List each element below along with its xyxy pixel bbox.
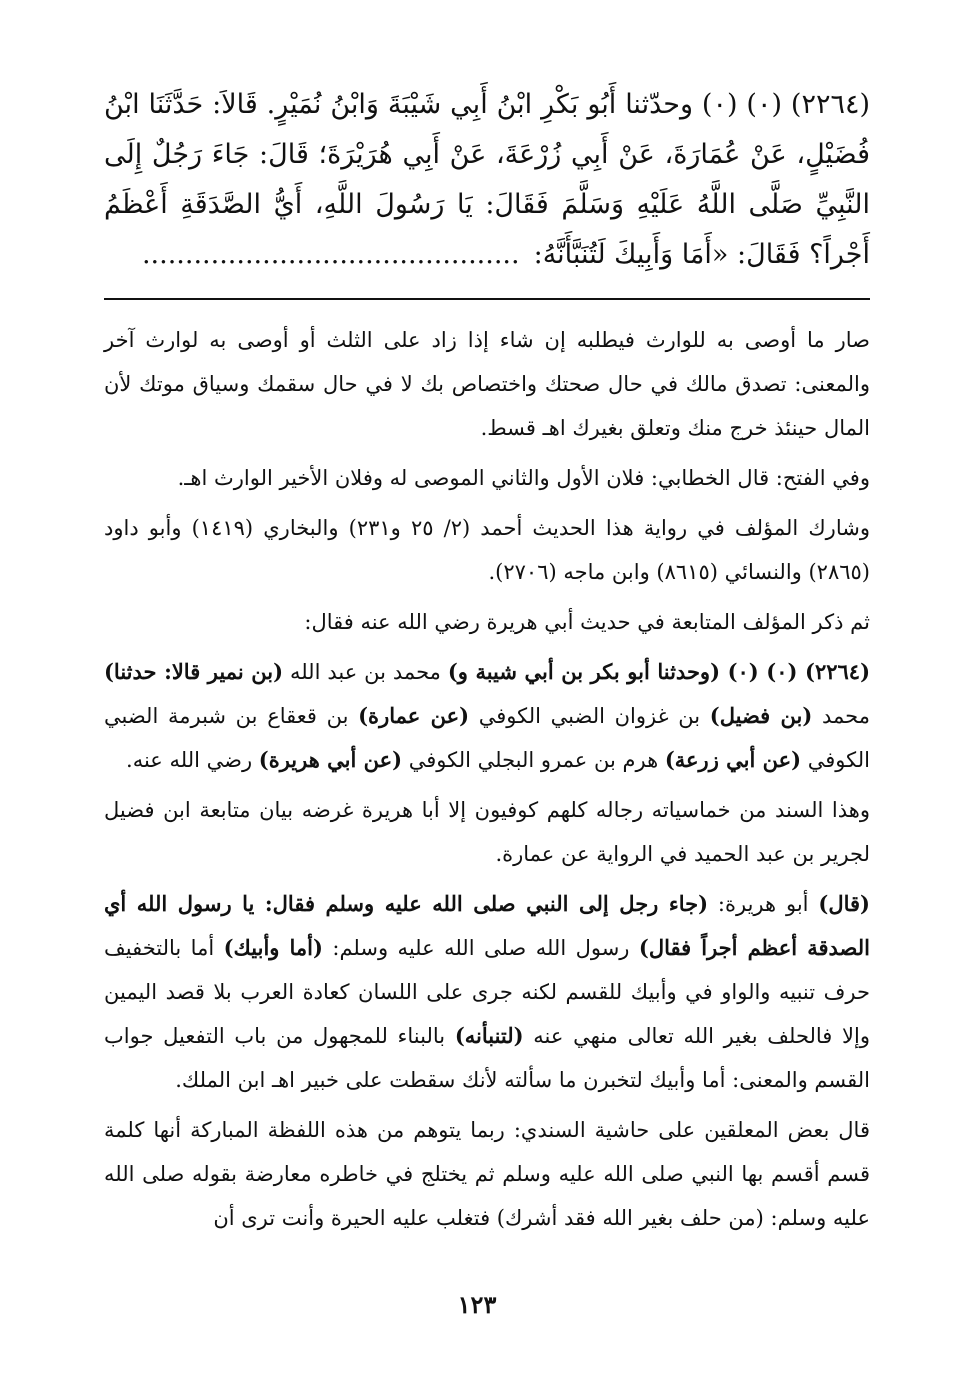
- hadith-text: [104, 80, 870, 280]
- plain-text: أبو هريرة:: [708, 892, 819, 916]
- bold-text: (قال): [818, 891, 870, 916]
- hadith-continuation-dots: ............................................: [141, 239, 520, 270]
- commentary: [104, 318, 870, 1240]
- commentary-paragraph: صار ما أوصى به للوارث فيطلبه إن شاء إذا زاد على الثلث أو أوصى به لوارث آخر والمعنى: تصدق مالك في حال صحتك واختصاص بك لا في حال سقمك وسياق موتك لأن المال حينئذ خرج منك وتعلق بغيرك اهـ قسط.: [104, 328, 870, 440]
- plain-text: بالبناء للمجهول من باب التفعيل جواب القسم والمعنى: أما وأبيك لتخبرن ما سألته لأنك سقطت على خبير اهـ ابن الملك.: [104, 1024, 870, 1092]
- plain-text: محمد بن عبد الله: [283, 660, 448, 684]
- plain-text: رضي الله عنه.: [126, 748, 259, 772]
- commentary-paragraph: قال بعض المعلقين على حاشية السندي: ربما يتوهم من هذه اللفظة المباركة أنها كلمة قسم أقسم بها النبي صلى الله عليه وسلم ثم يختلج في خاطره معارضة بقوله صلى الله عليه وسلم: (من حلف بغير الله فقد أشرك) فتغلب عليه الحيرة وأنت ترى أن: [104, 1118, 870, 1230]
- plain-text: هرم بن عمرو البجلي الكوفي: [402, 748, 665, 772]
- page-number: ١٢٣: [457, 1290, 497, 1319]
- commentary-paragraph: وفي الفتح: قال الخطابي: فلان الأول والثاني الموصى له وفلان الأخير الوارث اهـ.: [177, 466, 870, 490]
- bold-text: (عن أبي هريرة): [258, 747, 403, 772]
- bold-text: (بن نمير قالا: حدثنا): [104, 659, 284, 684]
- plain-text: رسول الله صلى الله عليه وسلم:: [322, 936, 639, 960]
- bold-text: (جاء رجل إلى النبي صلى الله عليه وسلم فقال: يا رسول الله أي الصدقة أعظم أجراً فقال): [104, 891, 870, 960]
- commentary-paragraph-isnad: [104, 650, 870, 782]
- hadith-body: (٢٢٦٤) (٠) (٠) وحدّثنا أَبُو بَكْرِ ابْنُ أَبِي شَيْبَةَ وَابْنُ نُمَيْرٍ. قَالاَ: حَدَّثَنَا ابْنُ فُضَيْلٍ، عَنْ عُمَارَةَ، عَنْ أَبِي زُرْعَةَ، عَنْ أَبِي هُرَيْرَةَ؛ قَالَ: جَاءَ رَجُلٌ إِلَى النَّبِيِّ صَلَّى اللَّهُ عَلَيْهِ وَسَلَّمَ فَقَالَ: يَا رَسُولَ اللَّهِ، أَيُّ الصَّدَقَةِ أَعْظَمُ أَجْراً؟ فَقَالَ: «أَمَا وَأَبِيكَ لَتُنَبَّأَنَّهُ:: [104, 89, 870, 270]
- commentary-paragraph: وشارك المؤلف في رواية هذا الحديث أحمد (٢/ ٢٥ و٢٣١) والبخاري (١٤١٩) وأبو داود (٢٨٦٥) والنسائي (٨٦١٥) وابن ماجه (٢٧٠٦).: [104, 516, 870, 584]
- bold-text: (أما وأبيك): [223, 935, 323, 960]
- commentary-paragraph: وهذا السند من خماسياته رجاله كلهم كوفيون إلا أبا هريرة غرضه بيان متابعة ابن فضيل لجرير بن عبد الحميد في الرواية عن عمارة.: [104, 798, 870, 866]
- commentary-paragraph-matn: [104, 882, 870, 1102]
- plain-text: بن غزوان الضبي الكوفي: [469, 704, 710, 728]
- footnote-separator: [104, 298, 870, 300]
- bold-text: (بن فضيل): [709, 703, 813, 728]
- document-page: [104, 80, 870, 1246]
- plain-text: بن قعقاع بن شبرمة الضبي الكوفي: [104, 704, 870, 772]
- bold-text: (لتنبأنه): [454, 1023, 524, 1048]
- bold-text: (٢٢٦٤) (٠) (٠) (وحدثنا أبو بكر بن أبي شيبة و): [447, 659, 871, 684]
- plain-text: محمد: [812, 704, 870, 728]
- plain-text: أما بالتخفيف حرف تنبيه والواو في وأبيك للقسم لكنه جرى على اللسان كعادة العرب بلا قصد اليمين وإلا فالحلف بغير الله تعالى منهي عنه: [104, 936, 870, 1048]
- commentary-paragraph: ثم ذكر المؤلف المتابعة في حديث أبي هريرة رضي الله عنه فقال:: [304, 610, 870, 634]
- bold-text: (عن عمارة): [358, 703, 470, 728]
- bold-text: (عن أبي زرعة): [664, 747, 802, 772]
